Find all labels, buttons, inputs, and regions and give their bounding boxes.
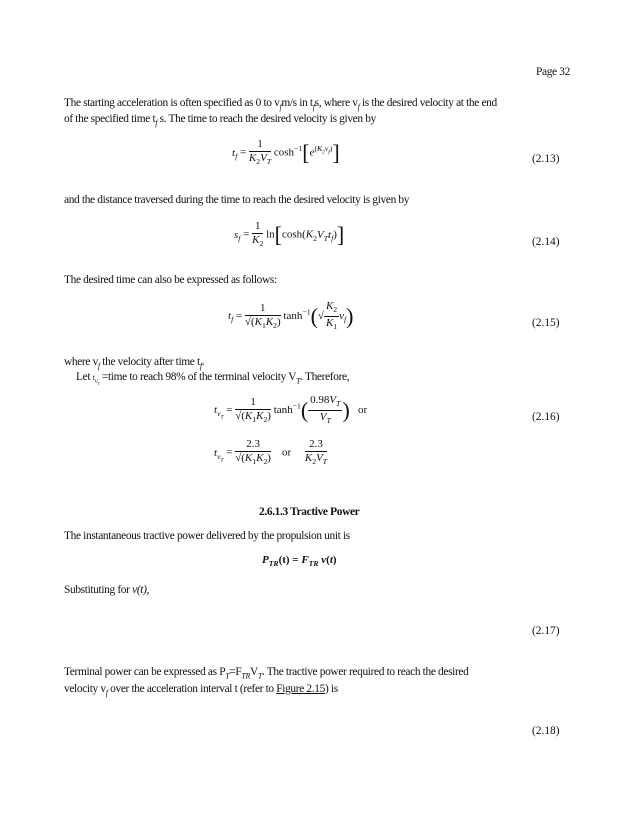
paragraph-line: Terminal power can be expressed as $P_T=F_{TR}V_T$. The tractive power required to reach the desired [64,666,469,681]
equation-number: (2.16) [532,411,560,423]
equation-number: (2.13) [532,153,560,165]
equation-number: (2.14) [532,236,560,248]
equation-2-13: $t_f$ = $\frac{1}{K_2V_T}$ $\cosh^{-1}[e^{(K_2v_f)}]$ [232,138,340,167]
paragraph-line: Let $t_{V_T}$ =time to reach 98% of the terminal velocity $V_T$. Therefore, [76,371,350,386]
paragraph-line: and the distance traversed during the time to reach the desired velocity is given by [64,194,410,206]
equation-tractive-power: $P_{TR}(t) = F_{TR}$ v(t) [262,554,337,569]
section-heading: 2.6.1.3 Tractive Power [259,506,360,518]
paragraph-line: The desired time can also be expressed as follows: [64,274,277,286]
equation-2-16-line1: $t_{v_T}$ = $\frac{1}{√(K_1K_2)}$ $\tanh^{-1}$( $\frac{0.98V_T}{V_T}$ ) or [214,394,368,426]
equation-number: (2.15) [532,317,560,329]
paragraph-line: The instantaneous tractive power delivered by the propulsion unit is [64,530,350,542]
paragraph-line: of the specified time $t_f$ s. The time to reach the desired velocity is given by [64,113,376,128]
equation-2-15: $t_f$ = $\frac{1}{√(K_1K_2)}$ $\tanh^{-1}(√$ $\frac{K_2}{K_1}$ $v_f$) [228,300,354,332]
equation-number: (2.17) [532,625,560,637]
paragraph-line: where $v_f$ the velocity after time $t_f$. [64,356,205,371]
equation-2-14: $s_f$ = $\frac{1}{K_2}$ $\ln[\cosh(K_2V_Tt_f)]$ [234,220,345,249]
paragraph-line: The starting acceleration is often specified as 0 to $v_fm/s$ in $t_fs$, where $v_f$ is the desired velocity at the end [64,97,497,112]
figure-link[interactable]: Figure 2.15 [276,683,325,695]
paragraph-line: Substituting for v(t), [64,584,150,596]
page-number: Page 32 [536,66,570,78]
paragraph-line: velocity $v_f$ over the acceleration interval t (refer to Figure 2.15) is [64,683,338,698]
equation-number: (2.18) [532,725,560,737]
equation-2-16-line2: $t_{v_T}$ = $\frac{2.3}{√(K_1K_2)}$ or $\frac{2.3}{K_2V_T}$ [214,438,328,467]
